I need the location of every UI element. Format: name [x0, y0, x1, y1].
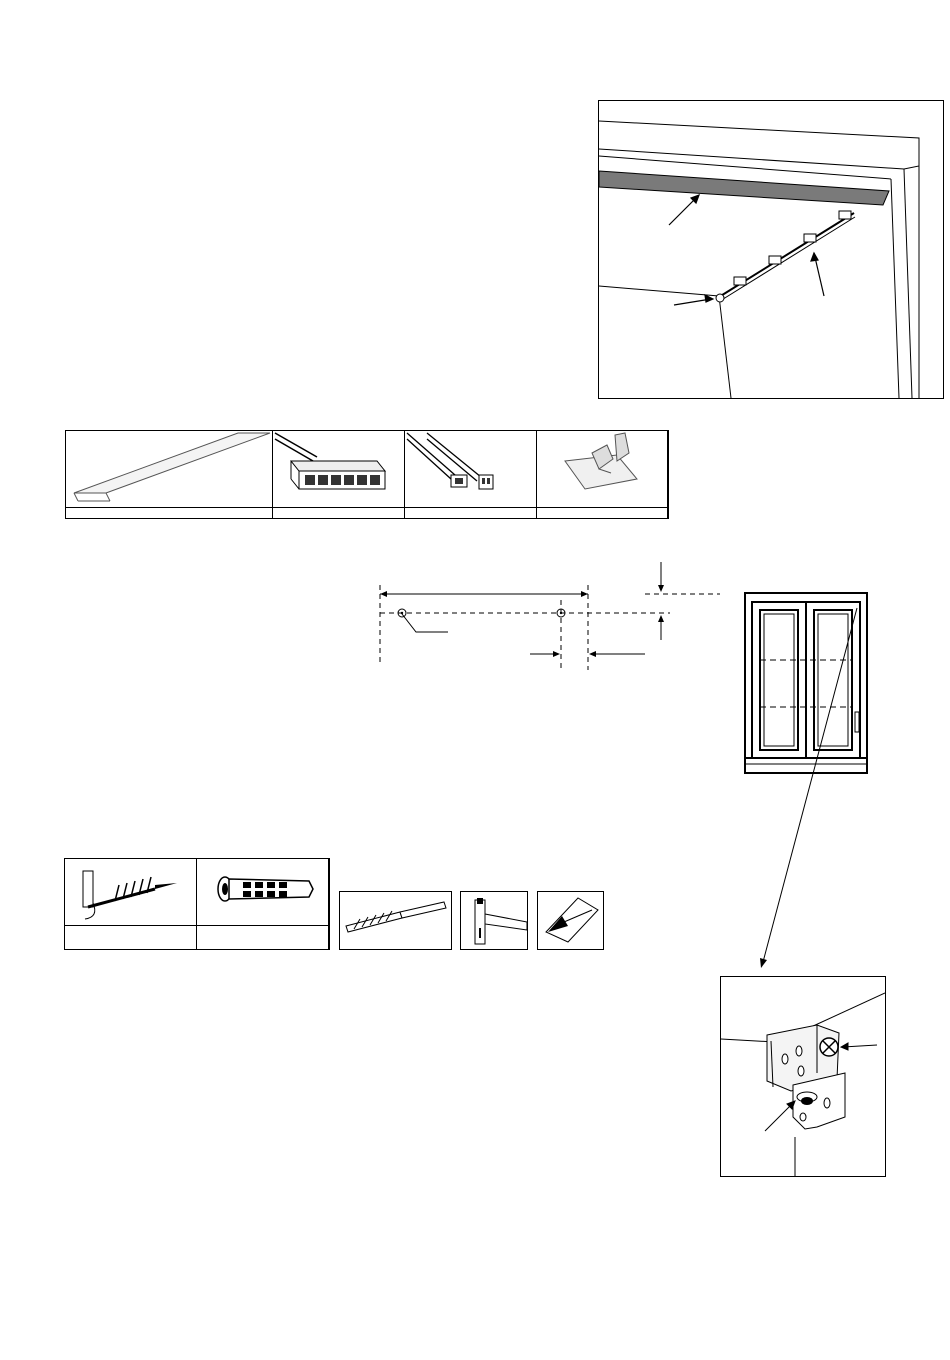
drill-hole-dimension-diagram — [370, 560, 725, 670]
fixing-label-cell — [65, 926, 197, 949]
screwdriver-icon — [538, 892, 603, 949]
cabinet-lighting-illustration — [598, 100, 944, 399]
component-cell-clip — [537, 431, 668, 518]
drilling-template — [370, 560, 725, 670]
tool-hammer — [460, 891, 528, 950]
component-label-cell — [66, 508, 273, 518]
tool-screwdriver — [537, 891, 604, 950]
component-cell-cable — [405, 431, 537, 518]
tool-drill-bit — [339, 891, 452, 950]
hanger-detail — [720, 976, 886, 1177]
extension-cable-icon — [405, 431, 536, 507]
fixings-table — [64, 858, 330, 950]
hammer-icon — [461, 892, 527, 949]
drill-bit-icon — [340, 892, 451, 949]
components-label-row — [66, 507, 668, 518]
component-label-cell — [405, 508, 537, 518]
components-table — [65, 430, 669, 519]
fixing-label-cell — [197, 926, 329, 949]
mounting-clip-icon — [537, 431, 668, 507]
component-label-cell — [273, 508, 405, 518]
component-cell-profile — [66, 431, 273, 518]
component-label-cell — [537, 508, 668, 518]
fixings-label-row — [65, 925, 329, 949]
cabinet-led-rail-illustration — [599, 101, 943, 398]
cabinet-hanger-bracket-detail — [721, 977, 885, 1176]
six-way-distributor-icon — [273, 431, 404, 507]
detail-leader-line — [755, 600, 865, 972]
aluminium-profile-strip-icon — [66, 431, 272, 507]
component-cell-distributor — [273, 431, 405, 518]
